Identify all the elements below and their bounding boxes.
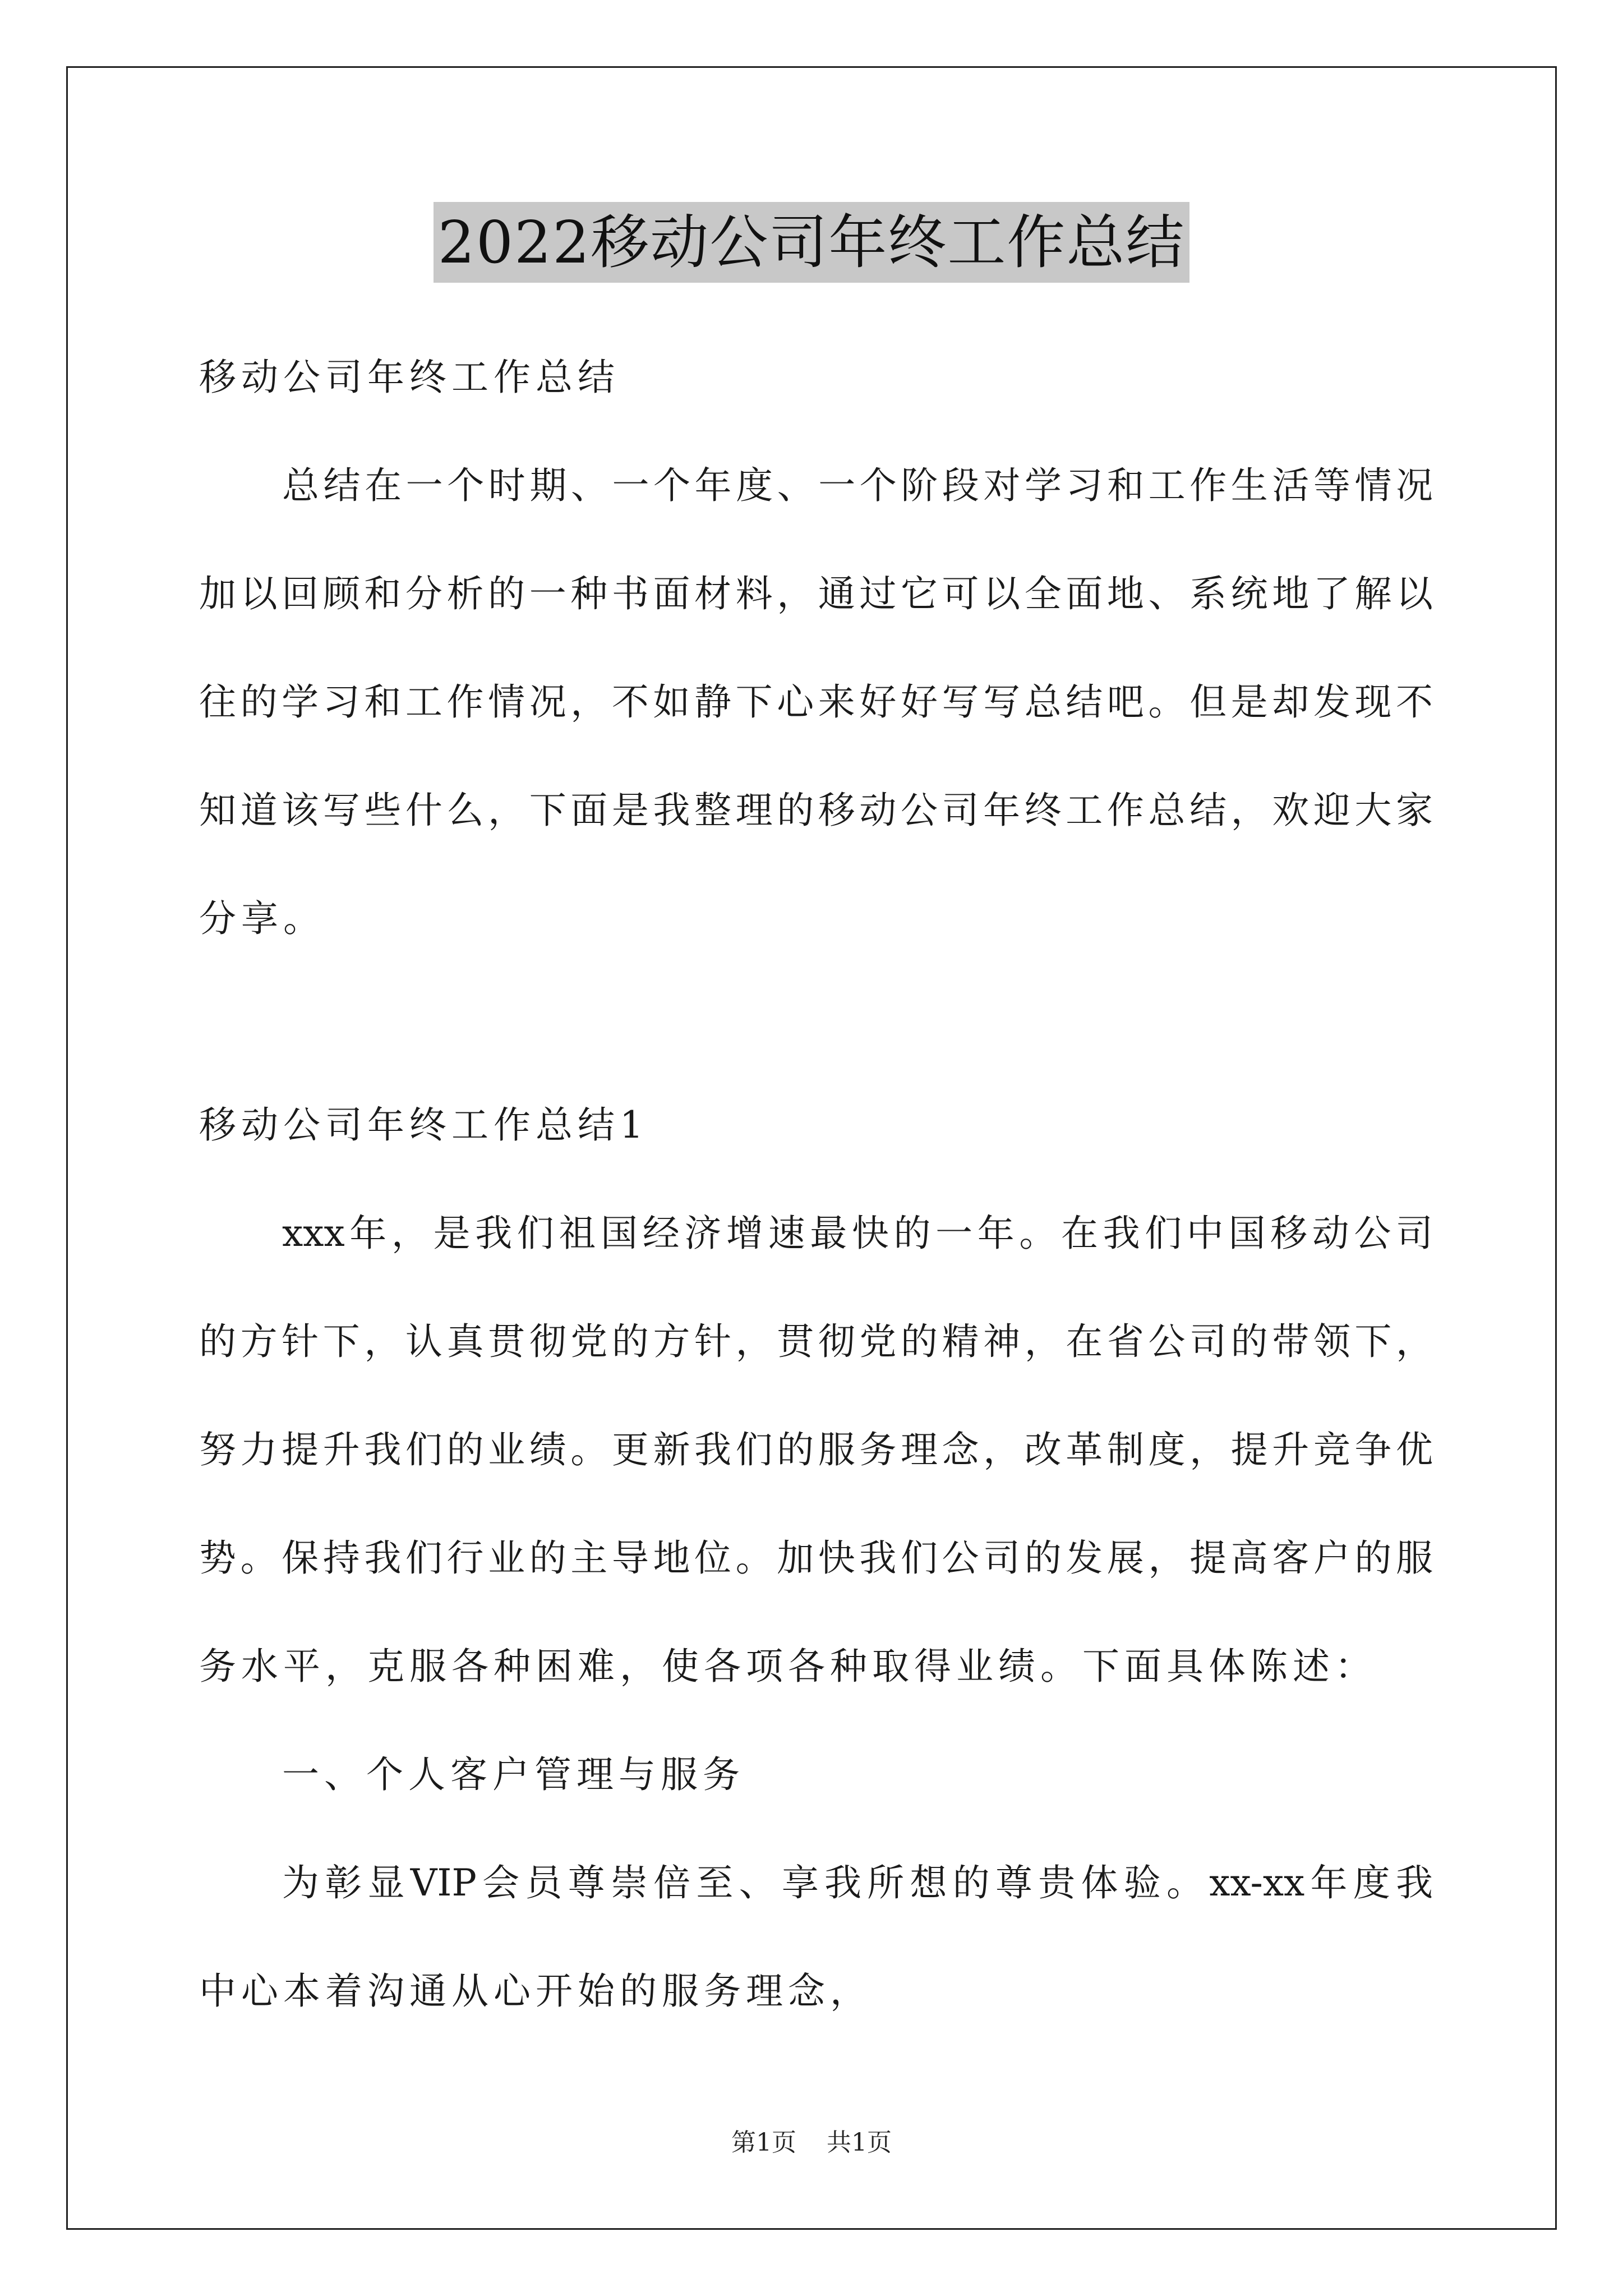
intro-line-2: 加以回顾和分析的一种书面材料，通过它可以全面地、系统地了解以 [199,572,1433,615]
document-title: 2022移动公司年终工作总结 [434,202,1190,283]
heading-1: 移动公司年终工作总结 [199,356,620,399]
body-line-3: 努力提升我们的业绩。更新我们的服务理念，改革制度，提升竞争优 [199,1428,1433,1471]
section-1-heading: 一、个人客户管理与服务 [282,1753,745,1796]
intro-line-1: 总结在一个时期、一个年度、一个阶段对学习和工作生活等情况 [282,464,1433,507]
body-line-4: 势。保持我们行业的主导地位。加快我们公司的发展，提高客户的服 [199,1536,1433,1580]
heading-2: 移动公司年终工作总结1 [199,1103,648,1147]
section-1-line-1: 为彰显VIP会员尊崇倍至、享我所想的尊贵体验。xx-xx年度我 [282,1861,1433,1904]
page-number-total: 共1页 [827,2128,892,2157]
body-line-2: 的方针下，认真贯彻党的方针，贯彻党的精神，在省公司的带领下， [199,1320,1433,1363]
body-line-5: 务水平，克服各种困难，使各项各种取得业绩。下面具体陈述： [199,1645,1377,1688]
intro-line-3: 往的学习和工作情况，不如静下心来好好写写总结吧。但是却发现不 [199,680,1433,724]
body-line-1: xxx年，是我们祖国经济增速最快的一年。在我们中国移动公司 [282,1212,1433,1255]
title-container [0,202,1623,283]
section-1-line-2: 中心本着沟通从心开始的服务理念， [199,1970,872,2013]
intro-line-4: 知道该写些什么，下面是我整理的移动公司年终工作总结，欢迎大家 [199,789,1433,832]
page-footer [0,2127,1623,2159]
intro-line-5: 分享。 [199,897,325,940]
page-number-current: 第1页 [731,2128,796,2157]
